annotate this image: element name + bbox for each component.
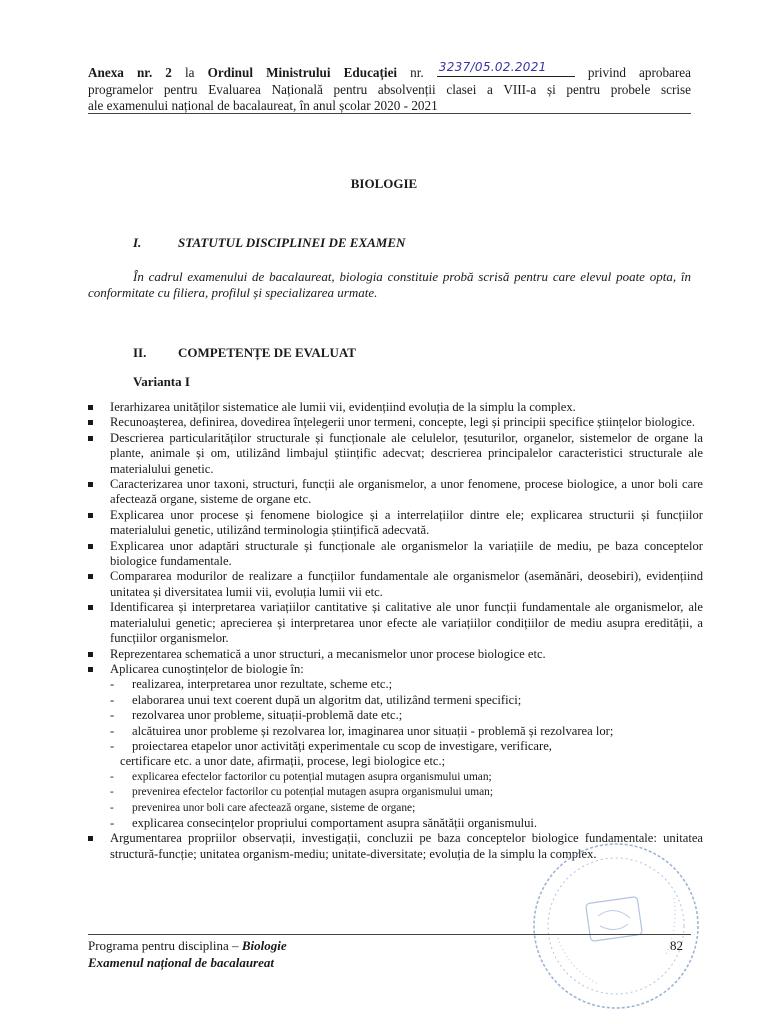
bullet-icon — [88, 652, 93, 657]
bullet-icon — [88, 482, 93, 487]
dash-icon: - — [110, 677, 115, 692]
page-footer — [88, 938, 287, 971]
sublist-item: - alcătuirea unor probleme și rezolvarea lor, imaginarea unor situații - problemă și rezolvarea lor; — [110, 723, 614, 738]
section-title: COMPETENȚE DE EVALUAT — [178, 345, 356, 360]
variant-heading: Varianta I — [133, 374, 190, 389]
dash-icon: - — [110, 786, 114, 799]
header-divider — [88, 113, 691, 114]
header-text: nr. — [397, 65, 437, 80]
header-line-1 — [88, 59, 691, 82]
list-item: Compararea modurilor de realizare a funcțiilor fundamentale ale organismelor (asemănări, deosebiri), evidențiind unitatea și diversitatea lumii vii, evoluția lumii vii etc. — [88, 569, 703, 600]
dash-icon: - — [110, 770, 114, 783]
intro-paragraph: În cadrul examenului de bacalaureat, biologia constituie probă scrisă pentru care elevul poate opta, în conformitate cu filiera, profilul și specializarea urmate. — [88, 269, 691, 300]
list-item: Aplicarea cunoștințelor de biologie în: - realizarea, interpretarea unor rezultate, scheme etc.; - elaborarea unui text coerent după un algoritm dat, utilizând termeni specifici; - rezolvarea unor probleme, situații-problemă date etc.; - alcătuirea unor probleme și rezolvarea lor, imaginarea unor situații - problemă și rezolvarea lor; - proiectarea etapelor unor activități experimentale cu scop de investigare, verificare, certificare etc. a unor date, afirmații, procese, legi biologice etc.; - explicarea efectelor factorilor cu potențial mutagen asupra organismului uman; - prevenirea efectelor factorilor cu potențial mutagen asupra organismului uman; - prevenirea unor boli care afectează organe, sisteme de organe; - explicarea consecințelor propriului comportament asupra sănătății organismului. — [88, 662, 703, 831]
sublist-item: - explicarea efectelor factorilor cu potențial mutagen asupra organismului uman; — [110, 770, 703, 785]
sublist-item: - prevenirea efectelor factorilor cu potențial mutagen asupra organismului uman; — [110, 785, 703, 800]
bullet-icon — [88, 405, 93, 410]
footer-line-2: Examenul național de bacalaureat — [88, 954, 274, 970]
document-header — [88, 59, 691, 115]
bullet-icon — [88, 667, 93, 672]
bullet-icon — [88, 836, 93, 841]
sublist-item: - proiectarea etapelor unor activități experimentale cu scop de investigare, verificare, — [110, 738, 552, 753]
page-number: 82 — [670, 938, 683, 953]
dash-icon: - — [110, 738, 115, 753]
dash-icon: - — [110, 815, 115, 830]
list-item: Identificarea și interpretarea variațiilor cantitative și calitative ale unor funcții fundamentale ale organismelor, ale materialului genetic; aprecierea și interpretarea unor efecte ale variațiilor condițiilor de mediu asupra eredității, a funcțiilor organismelor. — [88, 600, 703, 646]
application-sublist — [110, 677, 703, 831]
header-line-3: ale examenului național de bacalaureat, în anul școlar 2020 - 2021 — [88, 98, 438, 113]
bullet-icon — [88, 420, 93, 425]
list-item: Reprezentarea schematică a unor structuri, a mecanismelor unor procese biologice etc. — [88, 647, 703, 662]
bullet-icon — [88, 605, 93, 610]
sublist-item: - realizarea, interpretarea unor rezultate, scheme etc.; — [110, 677, 393, 692]
header-line-2: programelor pentru Evaluarea Națională pentru absolvenții clasei a VIII-a și pentru probele scrise — [88, 81, 691, 97]
list-item: Caracterizarea unor taxoni, structuri, funcții ale organismelor, a unor fenomene, procese biologice, a unor boli care afectează organe, sisteme de organe etc. — [88, 477, 703, 508]
dash-icon: - — [110, 723, 115, 738]
list-item: Explicarea unor adaptări structurale și funcționale ale organismelor la variațiile de mediu, pe baza conceptelor biologice fundamentale. — [88, 539, 703, 570]
bullet-icon — [88, 574, 93, 579]
subject-name: Biologie — [241, 938, 287, 953]
dash-icon: - — [110, 692, 115, 707]
section-number: II. — [133, 345, 147, 360]
list-item: Ierarhizarea unităților sistematice ale lumii vii, evidențiind evoluția de la simplu la complex. — [88, 400, 703, 415]
list-item: Descrierea particularităților structurale și funcționale ale celulelor, țesuturilor, organelor, sistemelor de organe la plante, animale și om, utilizând limbajul științific adecvat; descrierea principalelor caracteristici structurale ale materialului genetic. — [88, 431, 703, 477]
footer-divider — [88, 934, 691, 935]
list-item: Recunoașterea, definirea, dovedirea înțelegerii unor termeni, concepte, legi și principii specifice științelor biologice. — [88, 415, 703, 430]
header-text: la — [171, 65, 208, 80]
footer-line-1: Programa pentru disciplina – Biologie — [88, 938, 287, 953]
section-title: STATUTUL DISCIPLINEI DE EXAMEN — [178, 235, 406, 250]
bullet-icon — [88, 436, 93, 441]
header-text: privind aprobarea — [574, 65, 691, 80]
bullet-icon — [88, 544, 93, 549]
dash-icon: - — [110, 708, 115, 723]
competence-list — [88, 400, 703, 862]
document-title: BIOLOGIE — [350, 176, 418, 191]
list-item: Argumentarea propriilor observații, investigații, concluzii pe baza conceptelor biologice fundamentale: unitatea structură-funcție; unitatea organism-mediu; unitate-diversitate; evoluția de la simplu la complex. — [88, 831, 703, 862]
sublist-item: - prevenirea unor boli care afectează organe, sisteme de organe; — [110, 801, 703, 816]
list-item: Explicarea unor procese și fenomene biologice și a interrelațiilor dintre ele; explicarea structurii și funcțiilor materialului genetic, utilizând terminologia științifică adecvată. — [88, 508, 703, 539]
order-title: Ordinul Ministrului Educației — [207, 65, 398, 80]
sublist-item: - rezolvarea unor probleme, situații-problemă date etc.; — [110, 708, 403, 723]
order-number-field — [437, 59, 575, 77]
annex-label: Anexa nr. 2 — [88, 65, 172, 80]
sublist-item: - elaborarea unui text coerent după un algoritm dat, utilizând termeni specifici; — [110, 692, 522, 707]
dash-icon: - — [110, 801, 114, 814]
bullet-icon — [88, 513, 93, 518]
official-stamp-icon — [528, 838, 704, 1014]
section-number: I. — [133, 235, 142, 250]
handwritten-order-number: 3237/05.02.2021 — [438, 59, 547, 74]
sublist-item: - explicarea consecințelor propriului comportament asupra sănătății organismului. — [110, 815, 538, 830]
sublist-item-continuation: certificare etc. a unor date, afirmații, procese, legi biologice etc.; — [120, 754, 446, 769]
